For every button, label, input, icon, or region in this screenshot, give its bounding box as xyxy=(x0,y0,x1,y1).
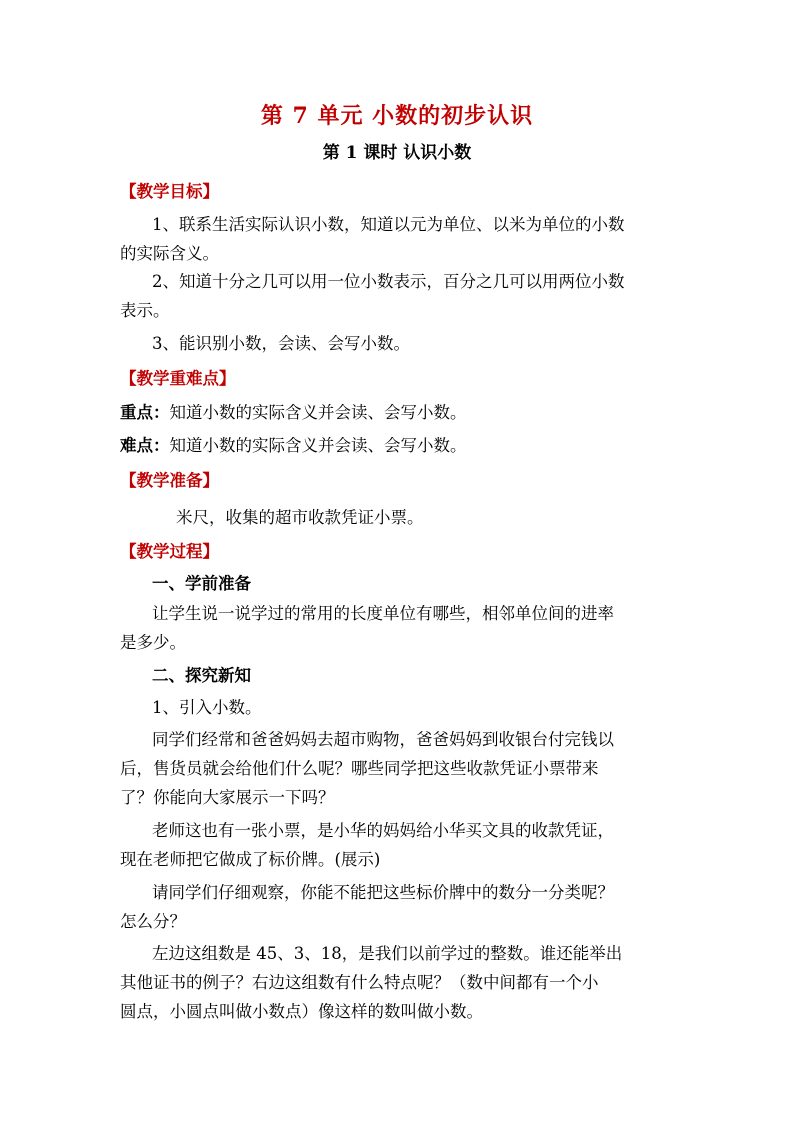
text-line xyxy=(120,967,680,999)
text-line xyxy=(120,568,712,600)
line-text: 1、联系生活实际认识小数，知道以元为单位、以米为单位的小数 xyxy=(152,215,625,234)
line-text: 怎么分？ xyxy=(120,912,186,931)
line-text: 同学们经常和爸爸妈妈去超市购物，爸爸妈妈到收银台付完钱以 xyxy=(152,730,614,749)
line-text: 2、知道十分之几可以用一位小数表示，百分之几可以用两位小数 xyxy=(152,272,625,291)
text-line xyxy=(120,724,712,756)
text-line xyxy=(120,295,680,327)
section-heading xyxy=(120,363,680,395)
text-line xyxy=(120,877,712,909)
text-line xyxy=(120,996,680,1028)
text-line xyxy=(120,328,712,360)
text-line xyxy=(120,906,680,938)
line-text: 了？你能向大家展示一下吗？ xyxy=(120,788,335,807)
text-line xyxy=(120,502,736,534)
line-text: 左边这组数是 45、3、18，是我们以前学过的整数。谁还能举出 xyxy=(152,944,623,963)
text-line xyxy=(120,844,680,876)
line-text: 让学生说一说学过的常用的长度单位有哪些，相邻单位间的进率 xyxy=(152,604,614,623)
text-line xyxy=(120,782,680,814)
line-text: 表示。 xyxy=(120,301,170,320)
text-line xyxy=(120,397,680,429)
text-line xyxy=(120,938,712,970)
line-text: 1、引入小数。 xyxy=(152,698,262,717)
line-text: 【教学准备】 xyxy=(120,471,219,490)
text-line xyxy=(120,266,712,298)
line-label: 难点： xyxy=(120,436,170,455)
section-heading xyxy=(120,536,680,568)
text-line xyxy=(120,627,680,659)
lesson-subtitle: 第 1 课时 认识小数 xyxy=(322,143,472,163)
unit-title: 第 7 单元 小数的初步认识 xyxy=(260,103,534,129)
line-text: 的实际含义。 xyxy=(120,244,219,263)
line-text: 知道小数的实际含义并会读、会写小数。 xyxy=(169,403,467,422)
line-text: 请同学们仔细观察，你能不能把这些标价牌中的数分一分类呢？ xyxy=(152,883,614,902)
line-text: 【教学过程】 xyxy=(120,542,219,561)
line-text: 一、学前准备 xyxy=(152,574,251,593)
line-text: 3、能识别小数，会读、会写小数。 xyxy=(152,334,410,353)
text-line xyxy=(120,209,712,241)
text-line xyxy=(120,692,712,724)
line-text: 【教学目标】 xyxy=(120,182,219,201)
line-text: 其他证书的例子？右边这组数有什么特点呢？（数中间都有一个小 xyxy=(120,973,599,992)
line-text: 知道小数的实际含义并会读、会写小数。 xyxy=(169,436,467,455)
text-line xyxy=(120,430,680,462)
line-text: 二、探究新知 xyxy=(152,666,251,685)
line-text: 【教学重难点】 xyxy=(120,369,236,388)
line-text: 现在老师把它做成了标价牌。(展示) xyxy=(120,850,381,869)
line-text: 是多少。 xyxy=(120,633,186,652)
line-text: 老师这也有一张小票，是小华的妈妈给小华买文具的收款凭证， xyxy=(152,821,614,840)
line-text: 后，售货员就会给他们什么呢？哪些同学把这些收款凭证小票带来 xyxy=(120,759,599,778)
text-line xyxy=(120,598,712,630)
text-line xyxy=(120,753,680,785)
section-heading xyxy=(120,465,680,497)
line-text: 米尺，收集的超市收款凭证小票。 xyxy=(176,508,424,527)
text-line xyxy=(120,660,712,692)
section-heading xyxy=(120,176,680,208)
line-text: 圆点，小圆点叫做小数点）像这样的数叫做小数。 xyxy=(120,1002,483,1021)
line-label: 重点： xyxy=(120,403,170,422)
text-line xyxy=(120,815,712,847)
